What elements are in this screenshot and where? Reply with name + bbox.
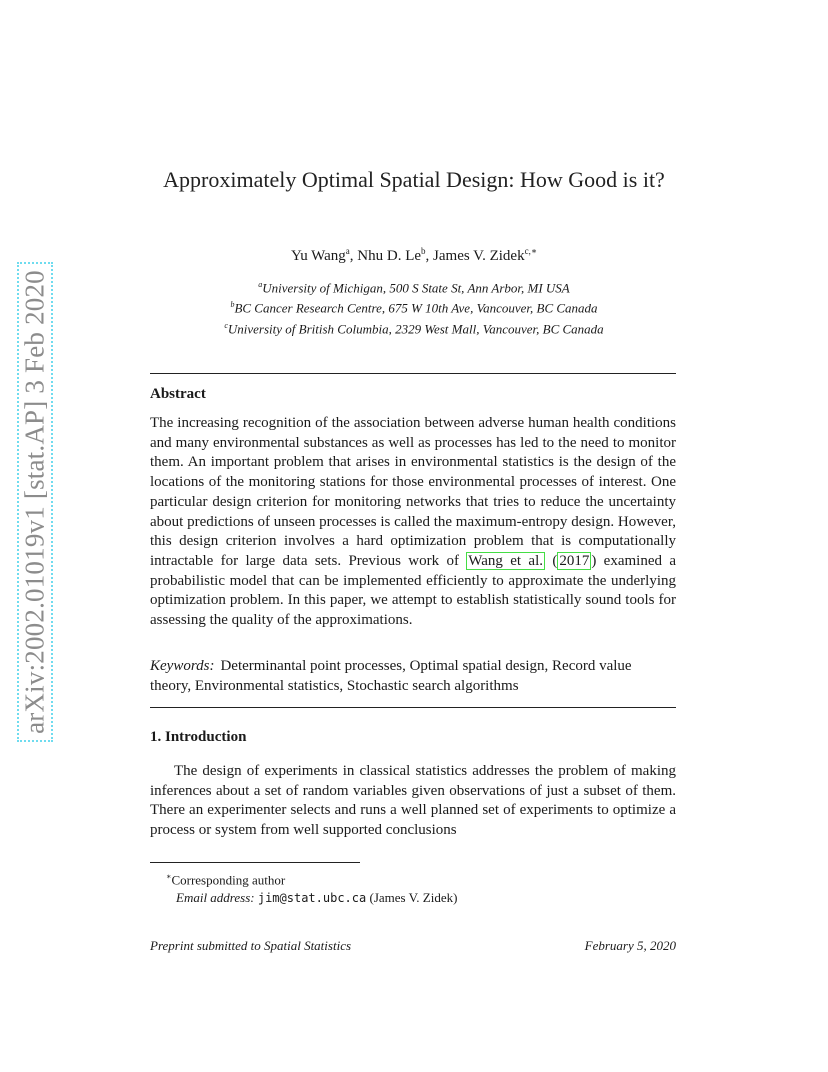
section-heading: 1. Introduction bbox=[150, 729, 247, 745]
footnote: ∗Corresponding author Email address: jim@stat.ubc.ca (James V. Zidek) bbox=[166, 872, 458, 906]
author-name: James V. Zidek bbox=[433, 248, 525, 264]
abstract-heading: Abstract bbox=[150, 386, 206, 402]
affiliation: $^b$BC Cancer Research Centre, 675 W 10th Ave, Vancouver, BC Canada bbox=[230, 300, 598, 316]
author-list: Yu Wang$^a$, Nhu D. Le$^b$, James V. Zidek$^{c,∗}$ bbox=[291, 246, 537, 264]
author-name: Nhu D. Le bbox=[357, 248, 422, 264]
email-label: Email address: bbox=[176, 890, 255, 906]
citation-link-authors[interactable]: Wang et al. bbox=[468, 552, 543, 569]
author-sup: a bbox=[345, 246, 350, 256]
abstract-top-rule bbox=[150, 373, 676, 374]
affiliation: $^a$University of Michigan, 500 S State St, Ann Arbor, MI USA bbox=[258, 280, 570, 296]
keywords bbox=[150, 656, 676, 696]
author-name: Yu Wang bbox=[291, 248, 346, 264]
keywords-text: Determinantal point processes, Optimal spatial design, Record value theory, Environmental statistics, Stochastic search algorithms bbox=[150, 658, 632, 694]
abstract-text: The increasing recognition of the association between adverse human health conditions and many environmental substances as well as processes has led to the need to monitor them. An important problem that arises in environmental statistics is the design of the locations of the monitoring stations for those environmental processes of interest. One particular design criterion for monitoring networks that tries to reduce the uncertainty about predictions of unseen processes is called the maximum-entropy design. However, this design criterion involves a hard optimization problem that is computationally intractable for large data sets. Previous work of Wang et al. ( 2017 ) examined a probabilistic model that can be implemented efficiently to approximate the underlying optimization problem. In this paper, we attempt to establish statistically sound tools for assessing the quality of the approximations. bbox=[150, 415, 676, 629]
email-address[interactable]: jim@stat.ubc.ca bbox=[257, 891, 367, 906]
keywords-label: Keywords: bbox=[150, 658, 215, 674]
preprint-date: February 5, 2020 bbox=[584, 938, 676, 953]
author-sup: b bbox=[421, 246, 426, 256]
preprint-note: Preprint submitted to Spatial Statistics bbox=[150, 938, 352, 953]
abstract-bottom-rule bbox=[150, 707, 676, 708]
citation-link-year[interactable]: 2017 bbox=[559, 552, 590, 569]
paper-title: Approximately Optimal Spatial Design: How Good is it? bbox=[163, 167, 665, 192]
affiliation: $^c$University of British Columbia, 2329 West Mall, Vancouver, BC Canada bbox=[224, 320, 604, 336]
author-sup: c,∗ bbox=[524, 246, 537, 256]
email-owner: (James V. Zidek) bbox=[369, 890, 458, 906]
introduction-text: The design of experiments in classical statistics addresses the problem of making inferences about a set of random variables given observations of just a subset of them. There an experimenter selects and runs a well planned set of experiments to optimize a process or system from well supported conclusions bbox=[150, 763, 676, 839]
arxiv-identifier[interactable]: arXiv:2002.01019v1 [stat.AP] 3 Feb 2020 bbox=[19, 270, 50, 734]
footnote-rule bbox=[150, 862, 360, 863]
affiliation-list bbox=[140, 276, 688, 337]
footnote-corresponding: Corresponding author bbox=[171, 872, 286, 888]
